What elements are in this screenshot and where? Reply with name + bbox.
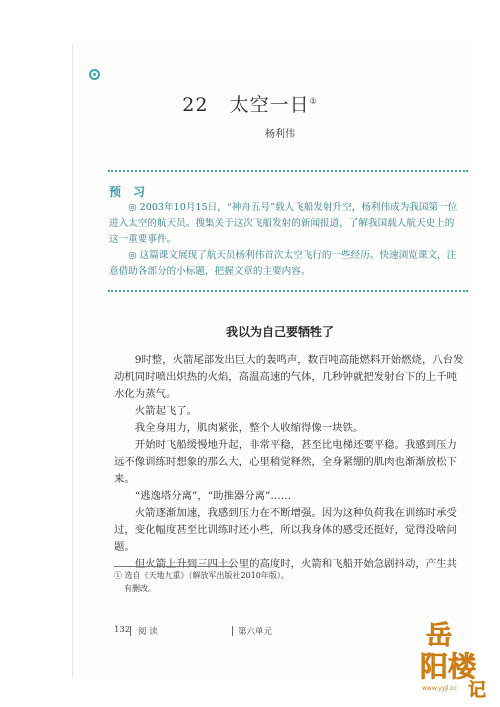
watermark-char-top: 岳: [426, 621, 453, 651]
body-paragraph: 火箭逐渐加速，我感到压力在不断增强。因为这种负荷我在训练时承受过，变化幅度甚至比训练时还小些，所以我身体的感受还挺好，觉得没啥问题。: [114, 507, 457, 553]
site-watermark-logo: [418, 616, 492, 700]
watermark-char-side: 记: [468, 680, 486, 700]
lesson-footnote-mark: ①: [309, 96, 318, 106]
footnote-rule: [114, 566, 234, 567]
lesson-title-text: 太空一日: [229, 94, 310, 116]
footnote-note: 有删改。: [124, 584, 156, 593]
author-name: 杨利伟: [265, 129, 295, 140]
body-paragraph: 但火箭上升到三四十公里的高度时，火箭和飞船开始急剧抖动，产生共: [134, 558, 457, 570]
footer-unit-name: 第六单元: [238, 627, 273, 637]
preview-paragraph: ◎ 2003年10月15日，“神舟五号”载人飞船发射升空，杨利伟成为我国第一位进入太空的航天员。搜集关于这次飞船发射的新闻报道，了解我国载人航天史上的这一重要事件。: [109, 202, 458, 245]
footer-section-name: 阅 读: [138, 627, 158, 637]
body-paragraph: 开始时飞船缓慢地升起，非常平稳，甚至比电梯还要平稳。我感到压力远不像训练时想象的那么大，心里稍觉释然，全身紧绷的肌肉也渐渐放松下来。: [114, 439, 457, 485]
footer-divider: [130, 626, 131, 636]
footer-divider: [232, 626, 233, 636]
body-paragraph: 火箭起飞了。: [134, 405, 198, 417]
section-title: 我以为自己要牺牲了: [225, 325, 334, 339]
lesson-marker-icon: [89, 69, 100, 80]
page-number: 132: [114, 625, 131, 635]
lesson-number: 22: [182, 94, 209, 116]
watermark-char-main: 阳楼: [420, 650, 477, 683]
footnote-source: ① 选自《天地九重》（解放军出版社2010年版）。: [114, 571, 289, 580]
body-paragraph: 我全身用力，肌肉紧张，整个人收缩得像一块铁。: [134, 422, 364, 434]
preview-heading: 预 习: [109, 185, 150, 199]
preview-box: [109, 200, 461, 280]
preview-top-divider: [108, 170, 468, 172]
watermark-url: www.yyjl.cc: [422, 685, 458, 692]
footnote: [114, 569, 454, 595]
body-paragraph: “逃逸塔分离”，“助推器分离”……: [134, 490, 292, 502]
body-paragraph: 9时整，火箭尾部发出巨大的轰鸣声，数百吨高能燃料开始燃烧，八台发动机同时喷出炽热的火焰，高温高速的气体，几秒钟就把发射台下的上千吨水化为蒸气。: [114, 354, 464, 400]
lesson-title: [0, 90, 500, 117]
preview-paragraph: ◎ 这篇课文展现了航天员杨利伟首次太空飞行的一些经历。快速浏览课文，注意借助各部分的小标题，把握文章的主要内容。: [109, 250, 457, 277]
preview-bottom-divider: [108, 290, 468, 292]
body-text: [114, 352, 464, 573]
